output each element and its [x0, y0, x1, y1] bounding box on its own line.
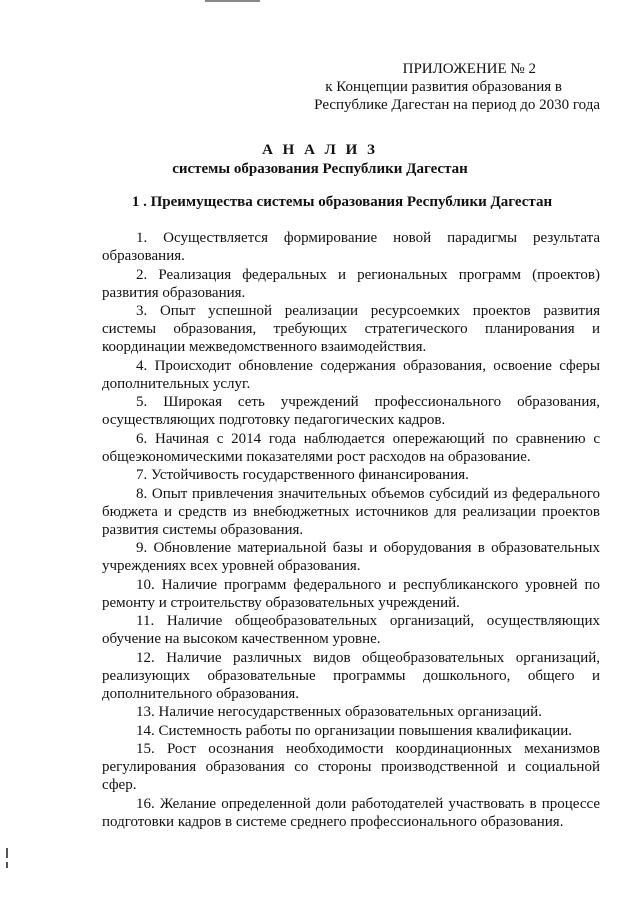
scan-artifact: [6, 848, 8, 858]
appendix-number: ПРИЛОЖЕНИЕ № 2: [402, 61, 536, 77]
list-item: 13. Наличие негосударственных образовательных организаций.: [136, 704, 542, 720]
list-item: 15. Рост осознания необходимости координационных механизмов регулирования образования со стороны производственной и социальной сфер.: [102, 741, 600, 793]
appendix-period-line: Республике Дагестан на период до 2030 года: [314, 97, 600, 113]
appendix-concept-line: к Концепции развития образования в: [325, 79, 562, 95]
section-heading: 1 . Преимущества системы образования Республики Дагестан: [131, 194, 553, 210]
scan-artifact: [6, 862, 8, 868]
scan-edge-mark: [205, 0, 260, 2]
advantages-list: [102, 229, 600, 831]
list-item: 3. Опыт успешной реализации ресурсоемких проектов развития системы образования, требующих стратегического планирования и координации межведомственного взаимодействия.: [102, 303, 600, 355]
list-item: 9. Обновление материальной базы и оборудования в образовательных учреждениях всех уровней образования.: [102, 540, 600, 574]
list-item: 5. Широкая сеть учреждений профессионального образования, осуществляющих подготовку педагогических кадров.: [102, 394, 600, 428]
appendix-header: [314, 60, 600, 114]
list-item: 1. Осуществляется формирование новой парадигмы результата образования.: [102, 230, 600, 264]
document-title: А Н А Л И З: [262, 142, 378, 158]
list-item: 8. Опыт привлечения значительных объемов субсидий из федерального бюджета и средств из внебюджетных источников для реализации проектов развития системы образования.: [102, 485, 600, 538]
document-subtitle: системы образования Республики Дагестан: [172, 161, 468, 177]
list-item: 4. Происходит обновление содержания образования, освоение сферы дополнительных услуг.: [102, 357, 600, 392]
list-item: 16. Желание определенной доли работодателей участвовать в процессе подготовки кадров в системе среднего профессионального образования.: [102, 795, 600, 830]
list-item: 7. Устойчивость государственного финансирования.: [136, 467, 469, 483]
list-item: 6. Начиная с 2014 года наблюдается опережающий по сравнению с общеэкономическими показателями рост расходов на образование.: [102, 430, 600, 465]
list-item: 2. Реализация федеральных и региональных программ (проектов) развития образования.: [102, 266, 600, 301]
list-item: 14. Системность работы по организации повышения квалификации.: [136, 722, 573, 739]
list-item: 10. Наличие программ федерального и республиканского уровней по ремонту и строительству образовательных учреждений.: [102, 576, 600, 611]
list-item: 12. Наличие различных видов общеобразовательных организаций, реализующих образовательные программы дошкольного, общего и дополнительного образования.: [102, 649, 600, 702]
list-item: 11. Наличие общеобразовательных организаций, осуществляющих обучение на высоком качественном уровне.: [102, 613, 600, 647]
